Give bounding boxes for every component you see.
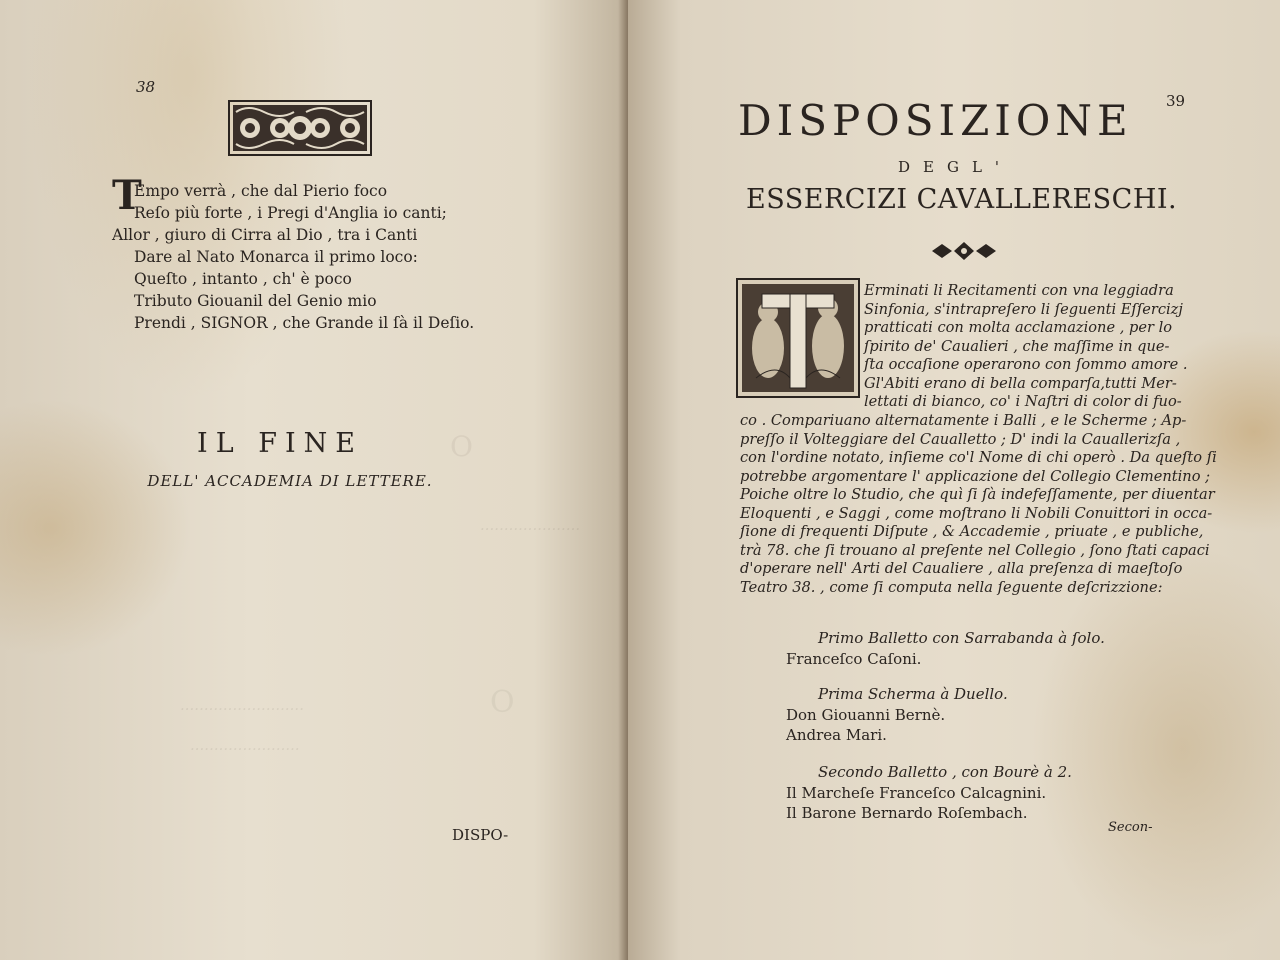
poem-line: Allor , giuro di Cirra al Dio , tra i Canti [112,226,418,244]
catchword-left: DISPO- [452,826,509,844]
body-line: ſione di frequenti Diſpute , & Accademie , priuate , e publiche, [740,523,1204,540]
entry-name: Il Marcheſe Franceſco Calcagnini. [786,783,1047,802]
body-line: d'operare nell' Arti del Caualiere , alla preſenza di maeſtoſo [740,560,1183,577]
page-number-left: 38 [136,78,156,96]
body-paragraph-indent [864,282,1188,412]
right-page [628,0,1280,960]
body-line: Poiche oltre lo Studio, che quì ſi ſà indefeſſamente, per diuentar [740,486,1215,503]
poem-line: Prendi , SIGNOR , che Grande il ſà il Deſio. [134,314,475,332]
body-line: Eloquenti , e Saggi , come moſtrano li Nobili Conuittori in occa- [740,504,1213,522]
section-title-degl: DEGL' [898,158,1013,176]
body-line: Teatro 38. , come ſi computa nella ſeguente deſcrizzione: [740,578,1163,596]
body-line: con l'ordine notato, inſieme co'l Nome di chi operò . Da queſto ſi [740,449,1217,466]
section-subtitle: ESSERCIZI CAVALLERESCHI. [746,184,1178,215]
entry-heading: Primo Balletto con Sarrabanda à ſolo. [818,629,1105,647]
decorated-initial-t [736,278,860,398]
entry-name: Don Giouanni Bernè. [786,705,946,724]
section-title: DISPOSIZIONE [738,96,1133,145]
poem-line: Empo verrà , che dal Pierio foco [134,182,388,200]
entry-2 [786,684,1008,746]
catchword-right: Secon- [1108,820,1153,835]
poem-line: Reſo più forte , i Pregi d'Anglia io canti; [134,204,447,222]
body-line: Erminati li Recitamenti con vna leggiadra [864,282,1174,299]
entry-3 [786,762,1072,824]
end-subtitle: DELL' ACCADEMIA DI LETTERE. [147,472,433,490]
body-line: pratticati con molta acclamazione , per lo [864,319,1173,336]
entry-heading: Secondo Balletto , con Bourè à 2. [818,763,1072,781]
poem-line: Tributo Giouanil del Genio mio [134,292,377,310]
entry-name: Il Barone Bernardo Roſembach. [786,804,1028,822]
dedication-poem [112,172,475,334]
body-paragraph [740,412,1217,597]
left-page: O ····················· O ·························· ······················· 38 T Empo verrà , che dal Pierio foco Reſo più forte , i Pregi d'Anglia io canti; Allor , giuro di Cirra al Dio , tra i Canti Dare al Nato Monarca il primo loco: Queſto , intanto , ch' è poco Tributo Giouanil del Genio mio Prendi , SIGNOR , che Grande il ſà il Deſio. IL FINE DELL' ACCADEMIA DI LETTERE. DISPO- [0,0,628,960]
ornamental-headpiece [228,100,372,156]
body-line: ſpirito de' Caualieri , che maſſime in que- [864,337,1170,355]
poem-line: Queſto , intanto , ch' è poco [134,270,352,288]
body-line: preſſo il Volteggiare del Caualletto ; D' indi la Cauallerizſa , [740,430,1181,448]
body-line: Sinfonia, s'intrapreſero li ſeguenti Eſſercizj [864,300,1183,318]
body-line: lettati di bianco, co' i Naſtri di color di fuo- [864,393,1182,410]
entry-name: Franceſco Caſoni. [786,649,922,668]
body-line: potrebbe argomentare l' applicazione del Collegio Clementino ; [740,467,1211,485]
end-title: IL FINE [197,428,363,459]
body-line: co . Compariuano alternatamente i Balli , e le Scherme ; Ap- [740,412,1187,429]
body-line: trà 78. che ſi trouano al preſente nel Collegio , ſono ſtati capaci [740,541,1210,559]
entry-heading: Prima Scherma à Duello. [818,685,1008,703]
page-number-right: 39 [1166,92,1186,110]
fleuron-ornament [928,240,1000,262]
body-line: Gl'Abiti erano di bella comparſa,tutti Mer- [864,374,1177,392]
entry-name: Andrea Mari. [786,726,887,744]
entry-1 [786,628,1105,669]
body-line: ſta occaſione operarono con ſommo amore . [864,356,1188,373]
poem-line: Dare al Nato Monarca il primo loco: [134,248,418,266]
poem-drop-cap: T [112,172,142,219]
